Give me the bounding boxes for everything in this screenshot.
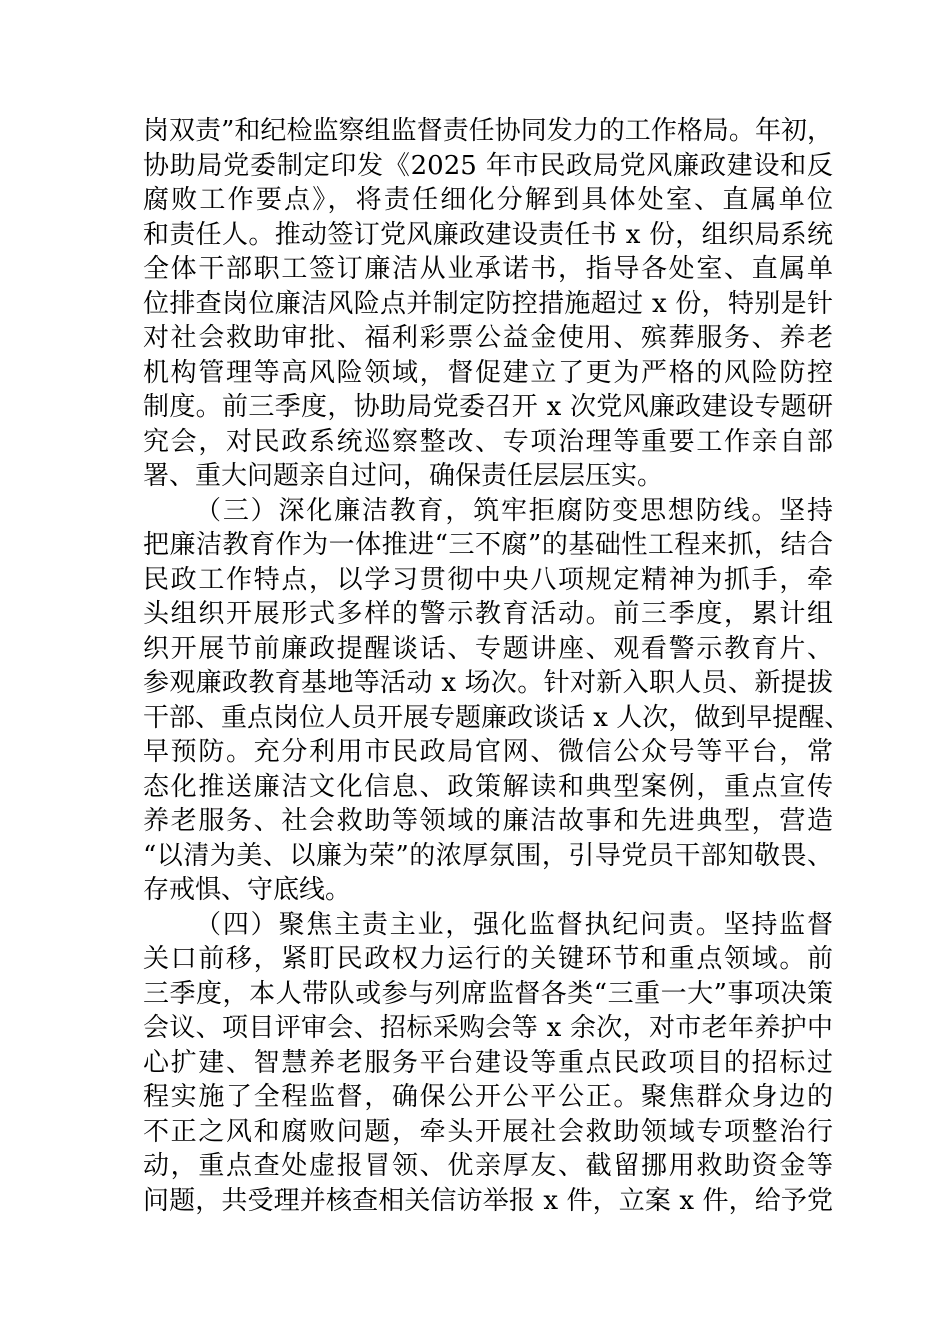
text-line: 全体干部职工签订廉洁从业承诺书，指导各处室、直属单	[143, 254, 833, 284]
text-line: 机构管理等高风险领域，督促建立了更为严格的风险防控	[143, 357, 833, 388]
text-line: 程实施了全程监督，确保公开公平公正。聚焦群众身边的	[143, 1082, 833, 1112]
text-line: 把廉洁教育作为一体推进“三不腐”的基础性工程来抓，结合	[143, 530, 833, 560]
text-line: 存戒惧、守底线。	[143, 875, 352, 905]
text-line: 腐败工作要点》，将责任细化分解到具体处室、直属单位	[143, 185, 833, 215]
text-line: 会议、项目评审会、招标采购会等 x 余次，对市老年养护中	[143, 1013, 833, 1043]
text-line: 三季度，本人带队或参与列席监督各类“三重一大”事项决策	[143, 978, 833, 1009]
text-line: 动，重点查处虚报冒领、优亲厚友、截留挪用救助资金等	[143, 1151, 833, 1181]
text-line: 头组织开展形式多样的警示教育活动。前三季度，累计组	[143, 599, 833, 629]
text-line: 民政工作特点，以学习贯彻中央八项规定精神为抓手，牵	[143, 564, 833, 595]
text-line: 心扩建、智慧养老服务平台建设等重点民政项目的招标过	[143, 1047, 833, 1078]
text-line: 参观廉政教育基地等活动 x 场次。针对新入职人员、新提拔	[143, 668, 833, 698]
text-line: 署、重大问题亲自过问，确保责任层层压实。	[143, 461, 664, 491]
text-line: 和责任人。推动签订党风廉政建设责任书 x 份，组织局系统	[143, 219, 833, 250]
text-line: 早预防。充分利用市民政局官网、微信公众号等平台，常	[143, 737, 833, 767]
body-text	[143, 114, 851, 1218]
text-line: 态化推送廉洁文化信息、政策解读和典型案例，重点宣传	[143, 771, 833, 802]
text-line: 岗双责”和纪检监察组监督责任协同发力的工作格局。年初，	[143, 116, 833, 146]
text-line: 对社会救助审批、福利彩票公益金使用、殡葬服务、养老	[143, 323, 833, 353]
text-line: 织开展节前廉政提醒谈话、专题讲座、观看警示教育片、	[143, 633, 833, 664]
section-heading-line: （四）聚焦主责主业，强化监督执纪问责。坚持监督	[195, 909, 833, 940]
text-line: 协助局党委制定印发《2025 年市民政局党风廉政建设和反	[143, 150, 833, 181]
text-line: “以清为美、以廉为荣”的浓厚氛围，引导党员干部知敬畏、	[143, 840, 833, 871]
text-line: 位排查岗位廉洁风险点并制定防控措施超过 x 份，特别是针	[143, 288, 833, 319]
section-heading-line: （三）深化廉洁教育，筑牢拒腐防变思想防线。坚持	[195, 495, 833, 526]
text-line: 制度。前三季度，协助局党委召开 x 次党风廉政建设专题研	[143, 392, 833, 422]
text-line: 问题，共受理并核查相关信访举报 x 件，立案 x 件，给予党	[143, 1185, 833, 1216]
text-line: 干部、重点岗位人员开展专题廉政谈话 x 人次，做到早提醒、	[143, 702, 851, 733]
text-line: 关口前移，紧盯民政权力运行的关键环节和重点领域。前	[143, 944, 833, 974]
text-line: 不正之风和腐败问题，牵头开展社会救助领域专项整治行	[143, 1116, 833, 1147]
text-line: 究会，对民政系统巡察整改、专项治理等重要工作亲自部	[143, 426, 833, 457]
text-line: 养老服务、社会救助等领域的廉洁故事和先进典型，营造	[143, 806, 833, 836]
